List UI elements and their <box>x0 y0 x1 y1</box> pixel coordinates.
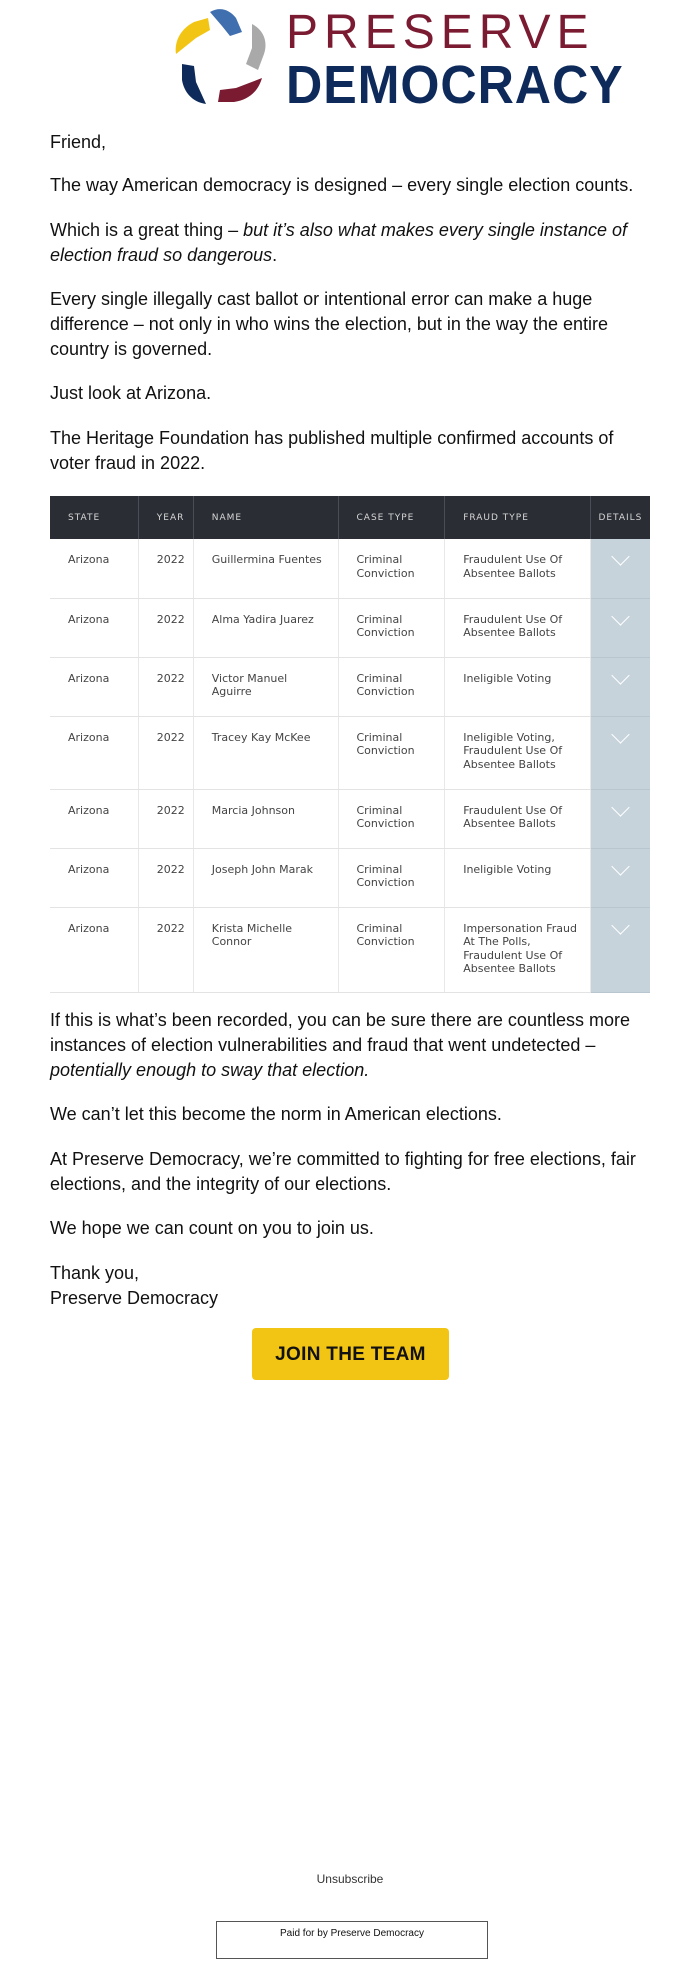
unsubscribe-link[interactable]: Unsubscribe <box>316 1872 384 1886</box>
column-header-case-type: CASE TYPE <box>338 496 445 539</box>
cell-name: Tracey Kay McKee <box>193 716 338 789</box>
signature: Preserve Democracy <box>50 1288 219 1308</box>
cell-state: Arizona <box>50 716 138 789</box>
details-toggle[interactable] <box>590 848 650 907</box>
cell-year: 2022 <box>138 848 193 907</box>
cell-name: Guillermina Fuentes <box>193 539 338 598</box>
column-header-fraud-type: FRAUD TYPE <box>445 496 591 539</box>
paragraph-9: We hope we can count on you to join us. <box>50 1218 374 1238</box>
cell-name: Alma Yadira Juarez <box>193 598 338 657</box>
paragraph-6: If this is what’s been recorded, you can be sure there are countless more instances of election vulnerabilities and fraud that went undetected – potentially enough to sway that election. <box>50 1010 630 1080</box>
details-toggle[interactable] <box>590 907 650 992</box>
logo <box>168 6 624 116</box>
cell-case-type: Criminal Conviction <box>338 657 445 716</box>
table-row <box>50 907 650 992</box>
cell-name: Krista Michelle Connor <box>193 907 338 992</box>
table-header-row <box>50 496 650 539</box>
paragraph-1: The way American democracy is designed – every single election counts. <box>50 175 634 195</box>
cell-fraud-type: Impersonation Fraud At The Polls, Fraudulent Use Of Absentee Ballots <box>445 907 591 992</box>
column-header-state: STATE <box>50 496 138 539</box>
table-row <box>50 848 650 907</box>
cell-year: 2022 <box>138 598 193 657</box>
column-header-name: NAME <box>193 496 338 539</box>
paragraph-2-emphasis: but it’s also what makes every single instance of election fraud so dangerous <box>50 220 627 265</box>
table-row <box>50 598 650 657</box>
chevron-down-icon <box>611 916 629 934</box>
cell-name: Marcia Johnson <box>193 789 338 848</box>
cell-state: Arizona <box>50 539 138 598</box>
cell-state: Arizona <box>50 848 138 907</box>
cell-case-type: Criminal Conviction <box>338 716 445 789</box>
paragraph-2: Which is a great thing – but it’s also what makes every single instance of election fraud so dangerous. <box>50 220 627 265</box>
cell-year: 2022 <box>138 716 193 789</box>
table-row <box>50 716 650 789</box>
cell-year: 2022 <box>138 539 193 598</box>
cell-fraud-type: Fraudulent Use Of Absentee Ballots <box>445 539 591 598</box>
cell-case-type: Criminal Conviction <box>338 907 445 992</box>
chevron-down-icon <box>611 607 629 625</box>
paragraph-4: Just look at Arizona. <box>50 383 212 403</box>
details-toggle[interactable] <box>590 789 650 848</box>
cell-year: 2022 <box>138 907 193 992</box>
details-toggle[interactable] <box>590 716 650 789</box>
paragraph-7: We can’t let this become the norm in American elections. <box>50 1104 502 1124</box>
cell-case-type: Criminal Conviction <box>338 539 445 598</box>
hands-circle-icon <box>168 6 280 118</box>
cell-case-type: Criminal Conviction <box>338 848 445 907</box>
chevron-down-icon <box>611 725 629 743</box>
cell-state: Arizona <box>50 789 138 848</box>
table-row <box>50 657 650 716</box>
table-row <box>50 539 650 598</box>
fraud-cases-table <box>50 496 650 993</box>
cell-fraud-type: Fraudulent Use Of Absentee Ballots <box>445 789 591 848</box>
cell-state: Arizona <box>50 657 138 716</box>
details-toggle[interactable] <box>590 657 650 716</box>
join-the-team-button[interactable]: JOIN THE TEAM <box>252 1328 449 1380</box>
paragraph-6-emphasis: potentially enough to sway that election. <box>50 1060 370 1080</box>
table-row <box>50 789 650 848</box>
greeting: Friend, <box>50 132 107 152</box>
sign-off-line: Thank you, <box>50 1263 140 1283</box>
cell-fraud-type: Ineligible Voting <box>445 657 591 716</box>
sign-off <box>50 1261 650 1311</box>
cell-state: Arizona <box>50 907 138 992</box>
logo-word-preserve: PRESERVE <box>286 6 595 59</box>
cell-state: Arizona <box>50 598 138 657</box>
cell-name: Victor Manuel Aguirre <box>193 657 338 716</box>
chevron-down-icon <box>611 547 629 565</box>
paid-for-disclaimer: Paid for by Preserve Democracy <box>216 1921 488 1959</box>
column-header-details: DETAILS <box>590 496 650 539</box>
paragraph-5: The Heritage Foundation has published multiple confirmed accounts of voter fraud in 2022. <box>50 428 614 473</box>
cell-name: Joseph John Marak <box>193 848 338 907</box>
chevron-down-icon <box>611 798 629 816</box>
cell-case-type: Criminal Conviction <box>338 789 445 848</box>
paragraph-8: At Preserve Democracy, we’re committed to fighting for free elections, fair elections, and the integrity of our elections. <box>50 1149 636 1194</box>
details-toggle[interactable] <box>590 539 650 598</box>
cell-case-type: Criminal Conviction <box>338 598 445 657</box>
cell-fraud-type: Ineligible Voting <box>445 848 591 907</box>
logo-word-democracy: DEMOCRACY <box>286 55 624 115</box>
chevron-down-icon <box>611 857 629 875</box>
paragraph-3: Every single illegally cast ballot or intentional error can make a huge difference – not only in who wins the election, but in the way the entire country is governed. <box>50 289 609 359</box>
chevron-down-icon <box>611 666 629 684</box>
cell-year: 2022 <box>138 657 193 716</box>
column-header-year: YEAR <box>138 496 193 539</box>
details-toggle[interactable] <box>590 598 650 657</box>
cell-fraud-type: Ineligible Voting, Fraudulent Use Of Absentee Ballots <box>445 716 591 789</box>
cell-fraud-type: Fraudulent Use Of Absentee Ballots <box>445 598 591 657</box>
cell-year: 2022 <box>138 789 193 848</box>
